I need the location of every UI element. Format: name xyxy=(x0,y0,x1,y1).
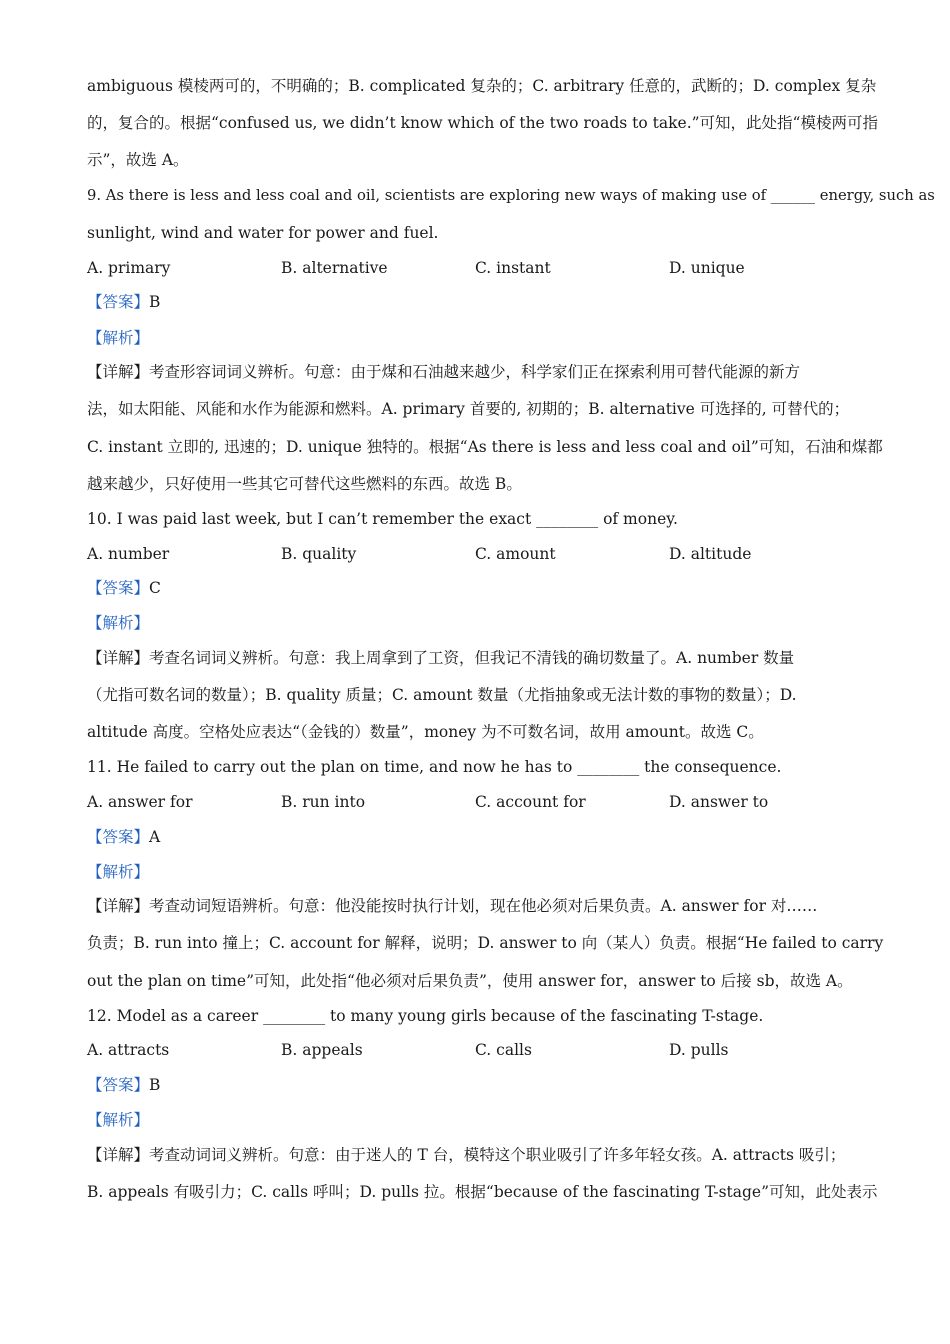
answer-tag: 【答案】 xyxy=(87,1076,150,1094)
question-12-detail-line: B. appeals 有吸引力；C. calls 呼叫；D. pulls 拉。根据“because of the fascinating T-stage”可知，此处表示 xyxy=(87,1183,878,1201)
question-9-detail-line: 越来越少，只好使用一些其它可替代这些燃料的东西。故选 B。 xyxy=(87,475,522,493)
question-10-option-a: A. number xyxy=(87,545,170,563)
detail-text: 考查名词词义辨析。句意：我上周拿到了工资，但我记不清钱的确切数量了。A. number 数量 xyxy=(149,649,795,667)
question-9-detail-line: 法，如太阳能、风能和水作为能源和燃料。A. primary 首要的, 初期的；B. alternative 可选择的, 可替代的； xyxy=(87,400,850,418)
question-12-option-c: C. calls xyxy=(475,1041,532,1059)
question-10-option-d: D. altitude xyxy=(669,545,752,563)
question-12-option-a: A. attracts xyxy=(87,1041,170,1059)
detail-tag: 【详解】 xyxy=(87,1146,150,1164)
question-12-stem: 12. Model as a career ________ to many young girls because of the fascinating T-stage. xyxy=(87,1007,764,1025)
explanation-line: 的，复合的。根据“confused us, we didn’t know which of the two roads to take.”可知，此处指“模棱两可指 xyxy=(87,114,878,132)
answer-tag: 【答案】 xyxy=(87,579,150,597)
question-9-stem: 9. As there is less and less coal and oil, scientists are exploring new ways of making use of ______ energy, such as xyxy=(87,187,935,204)
question-10-detail xyxy=(87,648,794,668)
question-12-option-b: B. appeals xyxy=(281,1041,363,1059)
question-11-analysis-tag: 【解析】 xyxy=(87,863,150,881)
question-12-answer xyxy=(87,1075,160,1095)
question-9-stem: sunlight, wind and water for power and fuel. xyxy=(87,224,439,242)
question-12-option-d: D. pulls xyxy=(669,1041,729,1059)
question-9-detail-line: C. instant 立即的, 迅速的；D. unique 独特的。根据“As there is less and less coal and oil”可知，石油和煤都 xyxy=(87,438,883,456)
question-9-option-d: D. unique xyxy=(669,259,745,277)
question-9-option-c: C. instant xyxy=(475,259,551,277)
question-11-option-d: D. answer to xyxy=(669,793,769,811)
detail-tag: 【详解】 xyxy=(87,649,150,667)
question-11-stem: 11. He failed to carry out the plan on time, and now he has to ________ the consequence. xyxy=(87,758,782,776)
answer-tag: 【答案】 xyxy=(87,293,150,311)
question-9-detail xyxy=(87,362,800,382)
question-10-stem: 10. I was paid last week, but I can’t remember the exact ________ of money. xyxy=(87,510,678,528)
answer-value: A xyxy=(149,828,161,846)
question-9-option-b: B. alternative xyxy=(281,259,388,277)
question-11-option-c: C. account for xyxy=(475,793,586,811)
question-11-detail-line: out the plan on time”可知，此处指“他必须对后果负责”，使用 answer for，answer to 后接 sb，故选 A。 xyxy=(87,972,853,990)
explanation-line: ambiguous 模棱两可的，不明确的；B. complicated 复杂的；C. arbitrary 任意的，武断的；D. complex 复杂 xyxy=(87,77,877,95)
question-9-analysis-tag: 【解析】 xyxy=(87,329,150,347)
detail-tag: 【详解】 xyxy=(87,363,150,381)
question-11-detail-line: 负责；B. run into 撞上；C. account for 解释，说明；D. answer to 向（某人）负责。根据“He failed to carry xyxy=(87,934,884,952)
question-12-analysis-tag: 【解析】 xyxy=(87,1111,150,1129)
explanation-line: 示”，故选 A。 xyxy=(87,151,189,169)
question-10-detail-line: altitude 高度。空格处应表达“（金钱的）数量”，money 为不可数名词，故用 amount。故选 C。 xyxy=(87,723,764,741)
question-11-answer xyxy=(87,827,160,847)
question-11-option-b: B. run into xyxy=(281,793,366,811)
question-9-answer xyxy=(87,292,160,312)
answer-value: B xyxy=(149,1076,161,1094)
question-11-option-a: A. answer for xyxy=(87,793,193,811)
answer-value: C xyxy=(149,579,161,597)
question-10-option-c: C. amount xyxy=(475,545,556,563)
question-11-detail xyxy=(87,896,817,916)
answer-value: B xyxy=(149,293,161,311)
question-10-answer xyxy=(87,578,161,598)
question-9-option-a: A. primary xyxy=(87,259,171,277)
question-10-detail-line: （尤指可数名词的数量）；B. quality 质量；C. amount 数量（尤指抽象或无法计数的事物的数量）；D. xyxy=(87,686,797,704)
answer-tag: 【答案】 xyxy=(87,828,150,846)
detail-tag: 【详解】 xyxy=(87,897,150,915)
question-12-detail xyxy=(87,1145,845,1165)
detail-text: 考查动词短语辨析。句意：他没能按时执行计划，现在他必须对后果负责。A. answer for 对…… xyxy=(149,897,818,915)
question-10-analysis-tag: 【解析】 xyxy=(87,614,150,632)
detail-text: 考查动词词义辨析。句意：由于迷人的 T 台，模特这个职业吸引了许多年轻女孩。A. attracts 吸引； xyxy=(149,1146,846,1164)
question-10-option-b: B. quality xyxy=(281,545,357,563)
detail-text: 考查形容词词义辨析。句意：由于煤和石油越来越少，科学家们正在探索利用可替代能源的新方 xyxy=(149,363,801,381)
